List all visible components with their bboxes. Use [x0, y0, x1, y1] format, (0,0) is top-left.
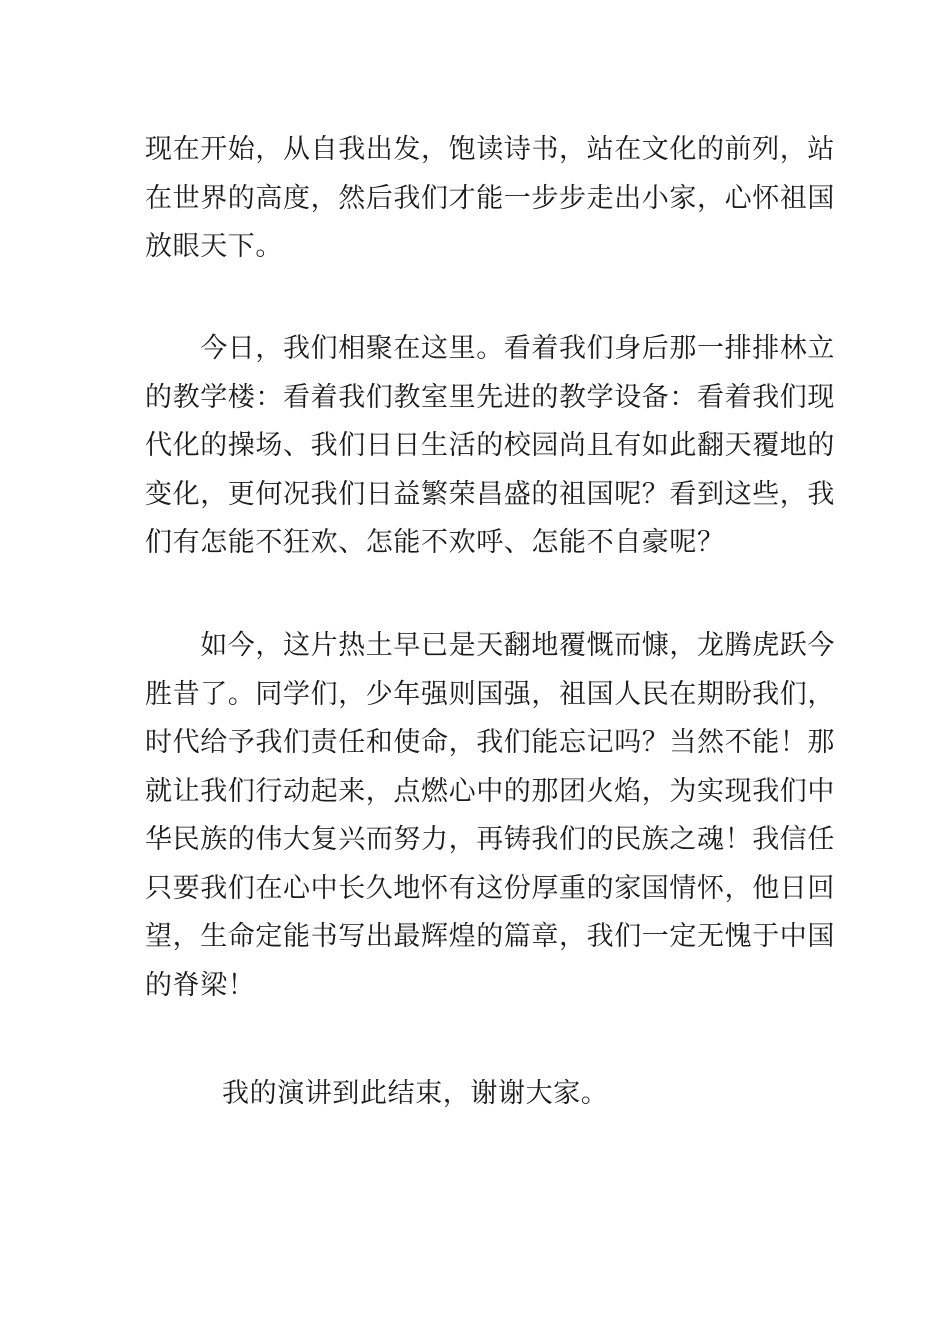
closing-paragraph [222, 1070, 892, 1119]
paragraph-line: 变化，更何况我们日益繁荣昌盛的祖国呢？看到这些，我 [145, 478, 835, 510]
paragraph-line: 代化的操场、我们日日生活的校园尚且有如此翻天覆地的 [145, 430, 835, 461]
paragraph-line: 们有怎能不狂欢、怎能不欢呼、怎能不自豪呢？ [145, 527, 725, 558]
paragraph-line: 望，生命定能书写出最辉煌的篇章，我们一定无愧于中国 [145, 921, 835, 952]
paragraph-1 [145, 126, 835, 272]
paragraph-line: 只要我们在心中长久地怀有这份厚重的家国情怀，他日回 [145, 872, 835, 904]
paragraph-line: 现在开始，从自我出发，饱读诗书，站在文化的前列，站 [145, 134, 835, 165]
paragraph-line: 在世界的高度，然后我们才能一步步走出小家，心怀祖国 [145, 182, 835, 214]
paragraph-line: 我的演讲到此结束，谢谢大家。 [222, 1078, 609, 1109]
paragraph-2 [145, 325, 835, 568]
paragraph-line: 时代给予我们责任和使命，我们能忘记吗？当然不能！那 [145, 727, 835, 758]
paragraph-3 [145, 622, 835, 1010]
paragraph-line: 的教学楼：看着我们教室里先进的教学设备：看着我们现 [145, 381, 835, 413]
paragraph-line: 放眼天下。 [145, 231, 283, 262]
paragraph-line: 今日，我们相聚在这里。看着我们身后那一排排林立 [145, 333, 835, 364]
paragraph-line: 如今，这片热土早已是天翻地覆慨而慷，龙腾虎跃今 [145, 630, 835, 661]
paragraph-line: 就让我们行动起来，点燃心中的那团火焰，为实现我们中 [145, 775, 835, 807]
paragraph-line: 胜昔了。同学们，少年强则国强，祖国人民在期盼我们， [145, 678, 835, 710]
paragraph-line: 的脊梁！ [145, 969, 256, 1001]
paragraph-line: 华民族的伟大复兴而努力，再铸我们的民族之魂！我信任 [145, 824, 835, 855]
